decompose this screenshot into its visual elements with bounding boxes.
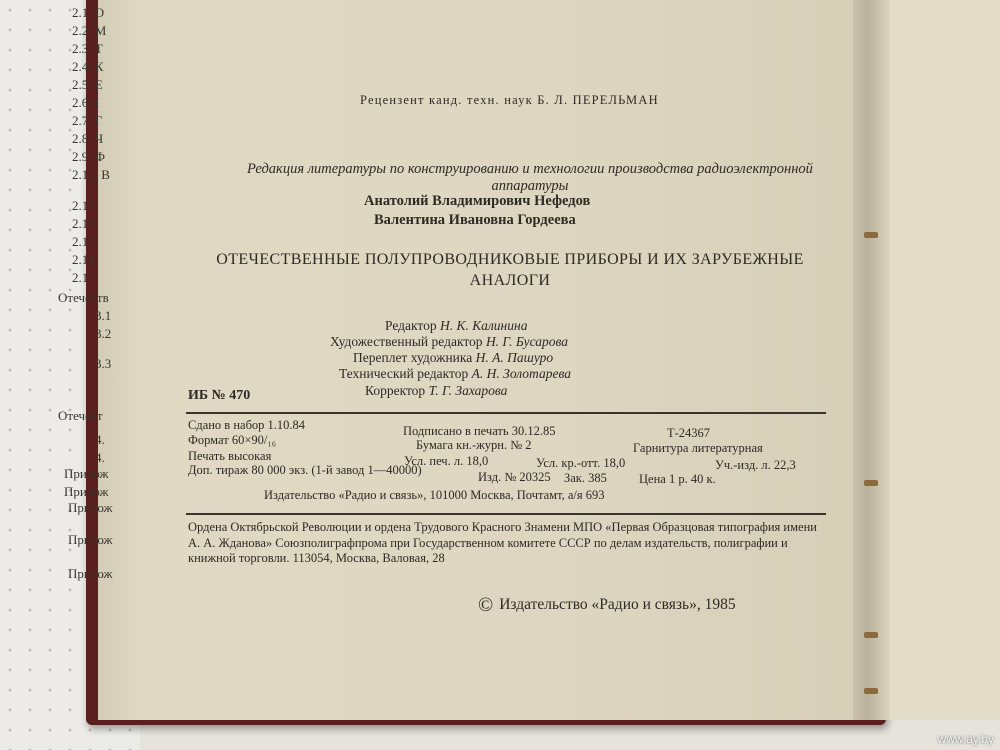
copyright-line: © Издательство «Радио и связь», 1985 xyxy=(478,594,736,616)
imprint-garnitura: Гарнитура литературная xyxy=(633,441,763,455)
facing-page-line: Отечест xyxy=(58,408,103,423)
facing-page-line: Прилож xyxy=(68,532,113,547)
imprint-t-number: Т-24367 xyxy=(667,426,711,440)
credit-editor: Редактор Н. К. Калинина xyxy=(385,318,528,333)
credit-binding-artist: Переплет художника Н. А. Пашуро xyxy=(353,350,554,365)
facing-page-line: 2.4. К xyxy=(72,59,104,74)
editorial-office: Редакция литературы по конструированию и технологии производства радиоэлектронной аппаратуры xyxy=(247,161,813,194)
printer-info: Ордена Октябрьской Революции и ордена Трудового Красного Знамени МПО «Первая Образцовая типография имени А. А. Жданова» Союзполиграфпрома при Государственном комитете СССР по делам издательств, полиграфии и книжной торговли. 113054, Москва, Валовая, 28 xyxy=(188,520,817,565)
divider-top xyxy=(186,412,826,414)
author-2: Валентина Ивановна Гордеева xyxy=(374,212,576,228)
credit-tech-editor: Технический редактор А. Н. Золотарева xyxy=(339,366,571,381)
author-1: Анатолий Владимирович Нефедов xyxy=(364,193,591,209)
copyright-icon: © xyxy=(478,594,494,616)
facing-page-line: Отечеств xyxy=(58,290,109,305)
facing-page-line: 2.13. xyxy=(72,234,98,249)
binding-stitch xyxy=(864,480,878,486)
facing-page-line: 4. xyxy=(95,432,105,447)
facing-page-line: 2.9. Ф xyxy=(72,149,106,164)
facing-page-line: 2.10. В xyxy=(72,167,110,182)
binding-stitch xyxy=(864,232,878,238)
facing-page-line: 2.14. xyxy=(72,252,98,267)
divider-bottom xyxy=(186,513,826,515)
imprint-usl-pech: Усл. печ. л. 18,0 xyxy=(404,454,489,468)
binding-stitch xyxy=(864,688,878,694)
imprint-zak: Зак. 385 xyxy=(564,471,607,485)
imprint-sdano: Сдано в набор 1.10.84 xyxy=(188,418,306,432)
facing-page-line: 2.8. Ч xyxy=(72,131,104,146)
imprint-podpisano: Подписано в печать 30.12.85 xyxy=(403,424,556,438)
facing-page-line: Прилож xyxy=(64,466,109,481)
facing-page-line: Прилож xyxy=(64,484,109,499)
facing-page-line: 2.11. xyxy=(72,198,98,213)
facing-page-line: 2.5. Е xyxy=(72,77,103,92)
facing-page-line: 2.12. xyxy=(72,216,98,231)
imprint-bumaga: Бумага кн.-журн. № 2 xyxy=(416,438,532,452)
facing-page-line: Прилож xyxy=(68,500,113,515)
facing-page-line: 2.15. xyxy=(72,270,98,285)
book-gutter xyxy=(853,0,889,720)
credit-art-editor: Художественный редактор Н. Г. Бусарова xyxy=(330,334,569,349)
facing-page-line: 2.3. Т xyxy=(72,41,103,56)
imprint-cena: Цена 1 р. 40 к. xyxy=(639,472,716,486)
facing-page-line: 3.1 xyxy=(95,308,112,323)
imprint-pechat: Печать высокая xyxy=(188,449,272,463)
facing-page-line: 3.3 xyxy=(95,356,112,371)
facing-page-line: 3.2 xyxy=(95,326,112,341)
binding-stitch xyxy=(864,632,878,638)
facing-page-line: 2.1. О xyxy=(72,5,105,20)
credit-proofreader: Корректор Т. Г. Захарова xyxy=(365,383,508,398)
ib-number: ИБ № 470 xyxy=(188,388,251,403)
imprint-izd: Изд. № 20325 xyxy=(478,470,551,484)
book-title: ОТЕЧЕСТВЕННЫЕ ПОЛУПРОВОДНИКОВЫЕ ПРИБОРЫ И ИХ ЗАРУБЕЖНЫЕ АНАЛОГИ xyxy=(216,251,804,289)
imprint-usl-kr: Усл. кр.-отт. 18,0 xyxy=(536,456,626,470)
reviewer-line: Рецензент канд. техн. наук Б. Л. ПЕРЕЛЬМАН xyxy=(360,93,659,107)
imprint-uch-izd: Уч.-изд. л. 22,3 xyxy=(715,458,796,472)
facing-page-line: Прилож xyxy=(68,566,113,581)
facing-page-line: 2.7. Г xyxy=(72,113,103,128)
facing-page-line: 2.6. I xyxy=(72,95,100,110)
imprint-format: Формат 60×90/₁₆ xyxy=(188,433,277,447)
imprint-publisher: Издательство «Радио и связь», 101000 Москва, Почтамт, а/я 693 xyxy=(264,488,605,502)
facing-page-line: 2.2. М xyxy=(72,23,107,38)
facing-page-line: 4. xyxy=(95,450,105,465)
watermark: www.ay.by xyxy=(937,732,994,746)
imprint-tirazh: Доп. тираж 80 000 экз. (1-й завод 1—40000) xyxy=(188,463,422,477)
